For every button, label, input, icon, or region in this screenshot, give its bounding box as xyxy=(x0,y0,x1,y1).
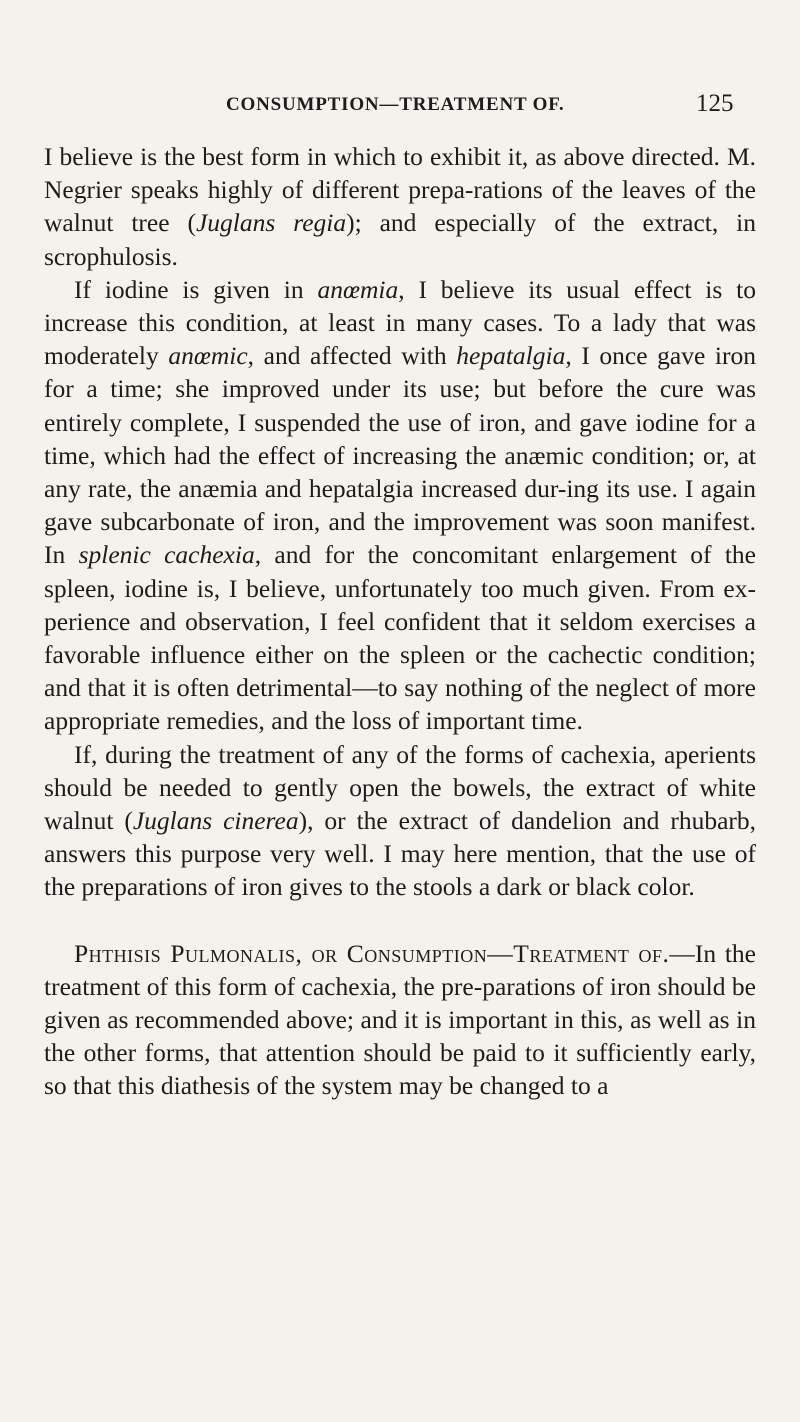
text-run: , and affected with xyxy=(247,341,457,371)
running-head xyxy=(0,90,800,120)
text-run: , I once gave iron for a time; she improved under its use; but before the cure was entirely complete, I suspended the use of iron, and gave iodine for a time, which had the effect of increasing the anæmic condition; or, at any rate, the anæmia and hepatalgia increased dur-ing its use. I again gave subcarbonate of iron, and the improvement was soon manifest. In xyxy=(44,341,756,570)
italic-term: Juglans regia xyxy=(195,208,347,238)
running-title: CONSUMPTION—TREATMENT OF. xyxy=(226,94,565,115)
paragraph-4 xyxy=(44,937,756,1103)
text-run: ), or the extract of dandelion and rhubarb, answers this purpose very well. I may here mention, that the use of the preparations of iron gives to the stools a dark or black color. xyxy=(44,806,757,902)
italic-term: Juglans cinerea xyxy=(132,806,299,836)
italic-term: anœmia xyxy=(317,274,399,304)
body-text xyxy=(44,140,756,1103)
paragraph-2 xyxy=(44,273,756,738)
page-number: 125 xyxy=(696,90,734,117)
text-run: If, during the treatment of any of the forms of cachexia, aperients should be needed to gently open the bowels, the extract of white walnut ( xyxy=(44,739,756,836)
text-run: , I believe its usual effect is to increase this condition, at least in many cases. To a lady that was moderately xyxy=(44,274,756,371)
paragraph-3 xyxy=(44,738,756,904)
text-run: I believe is the best form in which to exhibit it, as above directed. M. Negrier speaks highly of different prepa-rations of the leaves of the walnut tree ( xyxy=(44,142,756,238)
text-run: If iodine is given in xyxy=(74,274,318,304)
text-run: , and for the concomitant enlargement of the spleen, iodine is, I believe, unfortunately too much given. From ex-perience and observation, I feel confident that it seldom exercises a favorable influence either on the spleen or the cachectic condition; and that it is often detrimental—to say nothing of the neglect of more appropriate remedies, and the loss of important time. xyxy=(44,540,756,736)
italic-term: anœmic xyxy=(168,341,248,371)
text-run: —In the treatment of this form of cachexia, the pre-parations of iron should be given as recommended above; and it is important in this, as well as in the other forms, that attention should be paid to it sufficiently early, so that this diathesis of the system may be changed to a xyxy=(44,938,756,1101)
paragraph-1 xyxy=(44,140,756,273)
italic-term: hepatalgia xyxy=(456,341,566,371)
section-heading: Phthisis Pulmonalis, or Consumption—Treatment of. xyxy=(74,938,670,968)
italic-term: splenic cachexia xyxy=(78,540,255,570)
text-run: ); and especially of the extract, in scrophulosis. xyxy=(44,208,756,271)
